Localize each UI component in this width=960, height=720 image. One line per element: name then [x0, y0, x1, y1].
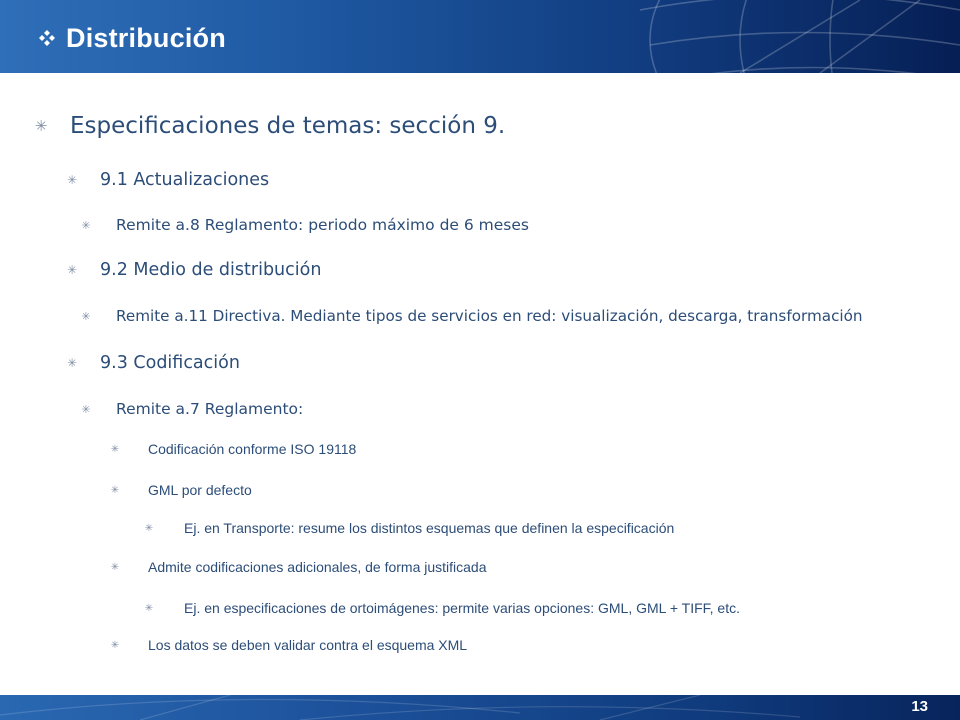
slide-title: Distribución	[66, 23, 226, 53]
list-item	[102, 637, 467, 653]
heading-bullet-row	[28, 113, 505, 139]
list-item	[102, 441, 356, 457]
list-item-text: Los datos se deben validar contra el esquema XML	[148, 637, 468, 653]
list-item-text: Ej. en Transporte: resume los distintos esquemas que definen la especificación	[184, 520, 675, 536]
asterisk-bullet-icon: ✳	[110, 443, 120, 455]
list-item	[60, 170, 269, 190]
asterisk-bullet-icon: ✳	[66, 263, 78, 277]
list-item-text: 9.1 Actualizaciones	[100, 170, 270, 190]
list-item	[138, 600, 740, 616]
list-item	[102, 559, 487, 575]
asterisk-bullet-icon: ✳	[110, 484, 120, 496]
list-item-text: Ej. en especificaciones de ortoimágenes: permite varias opciones: GML, GML + TIFF, etc.	[184, 600, 740, 616]
asterisk-bullet-icon: ✳	[110, 561, 120, 573]
list-item	[102, 482, 252, 498]
list-item	[60, 260, 321, 280]
asterisk-bullet-icon: ✳	[110, 639, 120, 651]
asterisk-bullet-icon: ✳	[81, 218, 91, 232]
list-item	[72, 307, 863, 325]
asterisk-bullet-icon: ✳	[34, 117, 48, 135]
list-item-text: Codificación conforme ISO 19118	[148, 441, 357, 457]
list-item-text: 9.2 Medio de distribución	[100, 260, 322, 280]
asterisk-bullet-icon: ✳	[66, 173, 78, 187]
asterisk-bullet-icon: ✳	[81, 309, 91, 323]
list-item-text: Admite codificaciones adicionales, de forma justificada	[148, 559, 487, 575]
page-number: 13	[911, 698, 928, 715]
list-item	[72, 216, 529, 234]
asterisk-bullet-icon: ✳	[144, 522, 154, 534]
asterisk-bullet-icon: ✳	[66, 356, 78, 370]
list-item	[60, 353, 240, 373]
list-item-text: Remite a.8 Reglamento: periodo máximo de 6 meses	[116, 216, 529, 234]
list-item-text: Remite a.11 Directiva. Mediante tipos de servicios en red: visualización, descarga, transformación	[116, 307, 863, 325]
list-item-text: Remite a.7 Reglamento:	[116, 400, 304, 418]
section-heading: Especificaciones de temas: sección 9.	[70, 113, 506, 139]
asterisk-bullet-icon: ✳	[144, 602, 154, 614]
list-item-text: GML por defecto	[148, 482, 252, 498]
asterisk-bullet-icon: ✳	[81, 402, 91, 416]
footer-bar	[0, 695, 960, 720]
footer-grid-decoration	[0, 695, 960, 720]
list-item	[72, 400, 303, 418]
list-item	[138, 520, 674, 536]
list-item-text: 9.3 Codificación	[100, 353, 240, 373]
